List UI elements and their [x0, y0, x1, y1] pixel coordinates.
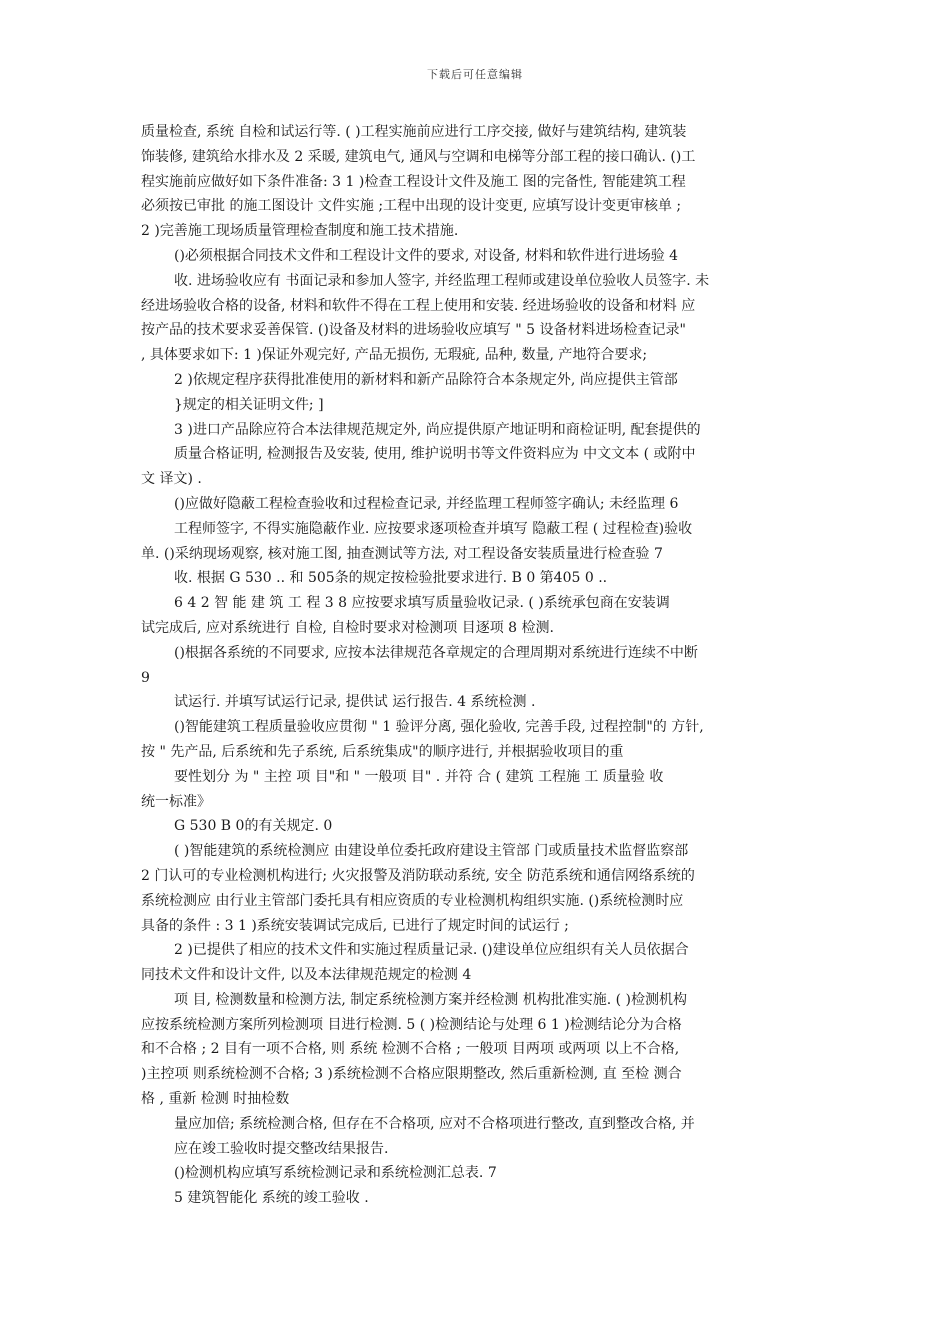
page-header: 下载后可任意编辑: [427, 68, 523, 81]
text-line: 质量合格证明, 检测报告及安装, 使用, 维护说明书等文件资料应为 中文文本 ( 或附中: [174, 446, 696, 463]
text-line: 文 译文) .: [141, 471, 202, 488]
text-line: ()应做好隐蔽工程检查验收和过程检查记录, 并经监理工程师签字确认; 未经监理 6: [174, 495, 679, 512]
text-line: 按 " 先产品, 后系统和先子系统, 后系统集成"的顺序进行, 并根据验收项目的重: [141, 743, 624, 760]
text-line: 单. ()采纳现场观察, 核对施工图, 抽查测试等方法, 对工程设备安装质量进行检查验 7: [141, 545, 663, 562]
text-line: 收. 根据 G 530 .. 和 505条的规定按检验批要求进行. B 0 第405 0 ..: [174, 570, 608, 587]
text-line: )主控项 则系统检测不合格; 3 )系统检测不合格应限期整改, 然后重新检测, 直 至检 测合: [141, 1066, 682, 1083]
text-line: 5 建筑智能化 系统的竣工验收 .: [174, 1190, 369, 1207]
text-line: ()根据各系统的不同要求, 应按本法律规范各章规定的合理周期对系统进行连续不中断: [174, 644, 698, 661]
text-line: , 具体要求如下: 1 )保证外观完好, 产品无损伤, 无瑕疵, 品种, 数量, 产地符合要求;: [141, 347, 648, 364]
text-line: 收. 进场验收应有 书面记录和参加人签字, 并经监理工程师或建设单位验收人员签字. 未: [174, 272, 710, 289]
text-line: 3 )进口产品除应符合本法律规范规定外, 尚应提供原产地证明和商检证明, 配套提供的: [174, 421, 701, 438]
text-line: 项 目, 检测数量和检测方法, 制定系统检测方案并经检测 机构批准实施. ( )检测机构: [174, 991, 687, 1008]
text-line: 具备的条件 : 3 1 )系统安装调试完成后, 已进行了规定时间的试运行 ;: [141, 917, 569, 934]
text-line: 应在竣工验收时提交整改结果报告.: [174, 1140, 389, 1157]
text-line: 格 , 重新 检测 时抽检数: [141, 1091, 290, 1108]
text-line: 同技术文件和设计文件, 以及本法律规范规定的检测 4: [141, 967, 472, 984]
text-line: ()智能建筑工程质量验收应贯彻 " 1 验评分离, 强化验收, 完善手段, 过程控制"的 方针,: [174, 719, 704, 736]
text-line: 要性划分 为 " 主控 项 目"和 " 一般项 目" . 并符 合 ( 建筑 工程施 工 质量验 收: [174, 768, 664, 785]
text-line: 2 )完善施工现场质量管理检查制度和施工技术措施.: [141, 223, 459, 240]
text-line: 工程师签字, 不得实施隐蔽作业. 应按要求逐项检查并填写 隐蔽工程 ( 过程检查)验收: [174, 520, 693, 537]
text-line: 统一标准》: [141, 793, 211, 810]
text-line: 6 4 2 智 能 建 筑 工 程 3 8 应按要求填写质量验收记录. ( )系统承包商在安装调: [174, 595, 670, 612]
text-line: 系统检测应 由行业主管部门委托具有相应资质的专业检测机构组织实施. ()系统检测时应: [141, 892, 684, 909]
text-line: 和不合格 ; 2 目有一项不合格, 则 系统 检测不合格 ; 一般项 目两项 或两项 以上不合格,: [141, 1041, 680, 1058]
text-line: 试完成后, 应对系统进行 自检, 自检时要求对检测项 目逐项 8 检测.: [141, 619, 554, 636]
text-line: 必须按已审批 的施工图设计 文件实施 ;工程中出现的设计变更, 应填写设计变更审核单 ;: [141, 198, 682, 215]
text-line: 应按系统检测方案所列检测项 目进行检测. 5 ( )检测结论与处理 6 1 )检测结论分为合格: [141, 1016, 682, 1033]
document-body: [141, 120, 817, 1211]
text-line: ()必须根据合同技术文件和工程设计文件的要求, 对设备, 材料和软件进行进场验 4: [174, 247, 679, 264]
text-line: 9: [141, 669, 150, 686]
text-line: G 530 B 0的有关规定. 0: [174, 818, 333, 835]
text-line: 2 门认可的专业检测机构进行; 火灾报警及消防联动系统, 安全 防范系统和通信网络系统的: [141, 867, 695, 884]
text-line: 2 )已提供了相应的技术文件和实施过程质量记录. ()建设单位应组织有关人员依据合: [174, 942, 689, 959]
text-line: 2 )依规定程序获得批准使用的新材料和新产品除符合本条规定外, 尚应提供主管部: [174, 371, 678, 388]
text-line: 程实施前应做好如下条件准备: 3 1 )检查工程设计文件及施工 图的完备性, 智能建筑工程: [141, 173, 686, 190]
text-line: 经进场验收合格的设备, 材料和软件不得在工程上使用和安装. 经进场验收的设备和材料 应: [141, 297, 696, 314]
text-line: ( )智能建筑的系统检测应 由建设单位委托政府建设主管部 门或质量技术监督监察部: [174, 843, 689, 860]
text-line: 质量检查, 系统 自检和试运行等. ( )工程实施前应进行工序交接, 做好与建筑结构, 建筑装: [141, 124, 687, 140]
text-line: 按产品的技术要求妥善保管. ()设备及材料的进场验收应填写 " 5 设备材料进场检查记录": [141, 322, 686, 339]
text-line: 饰装修, 建筑给水排水及 2 采暖, 建筑电气, 通风与空调和电梯等分部工程的接口确认. ()工: [141, 148, 696, 165]
text-line: 量应加倍; 系统检测合格, 但存在不合格项, 应对不合格项进行整改, 直到整改合格, 并: [174, 1115, 695, 1132]
text-line: ()检测机构应填写系统检测记录和系统检测汇总表. 7: [174, 1165, 497, 1182]
text-line: 试运行. 并填写试运行记录, 提供试 运行报告. 4 系统检测 .: [174, 694, 536, 711]
text-line: }规定的相关证明文件; ]: [174, 396, 324, 413]
